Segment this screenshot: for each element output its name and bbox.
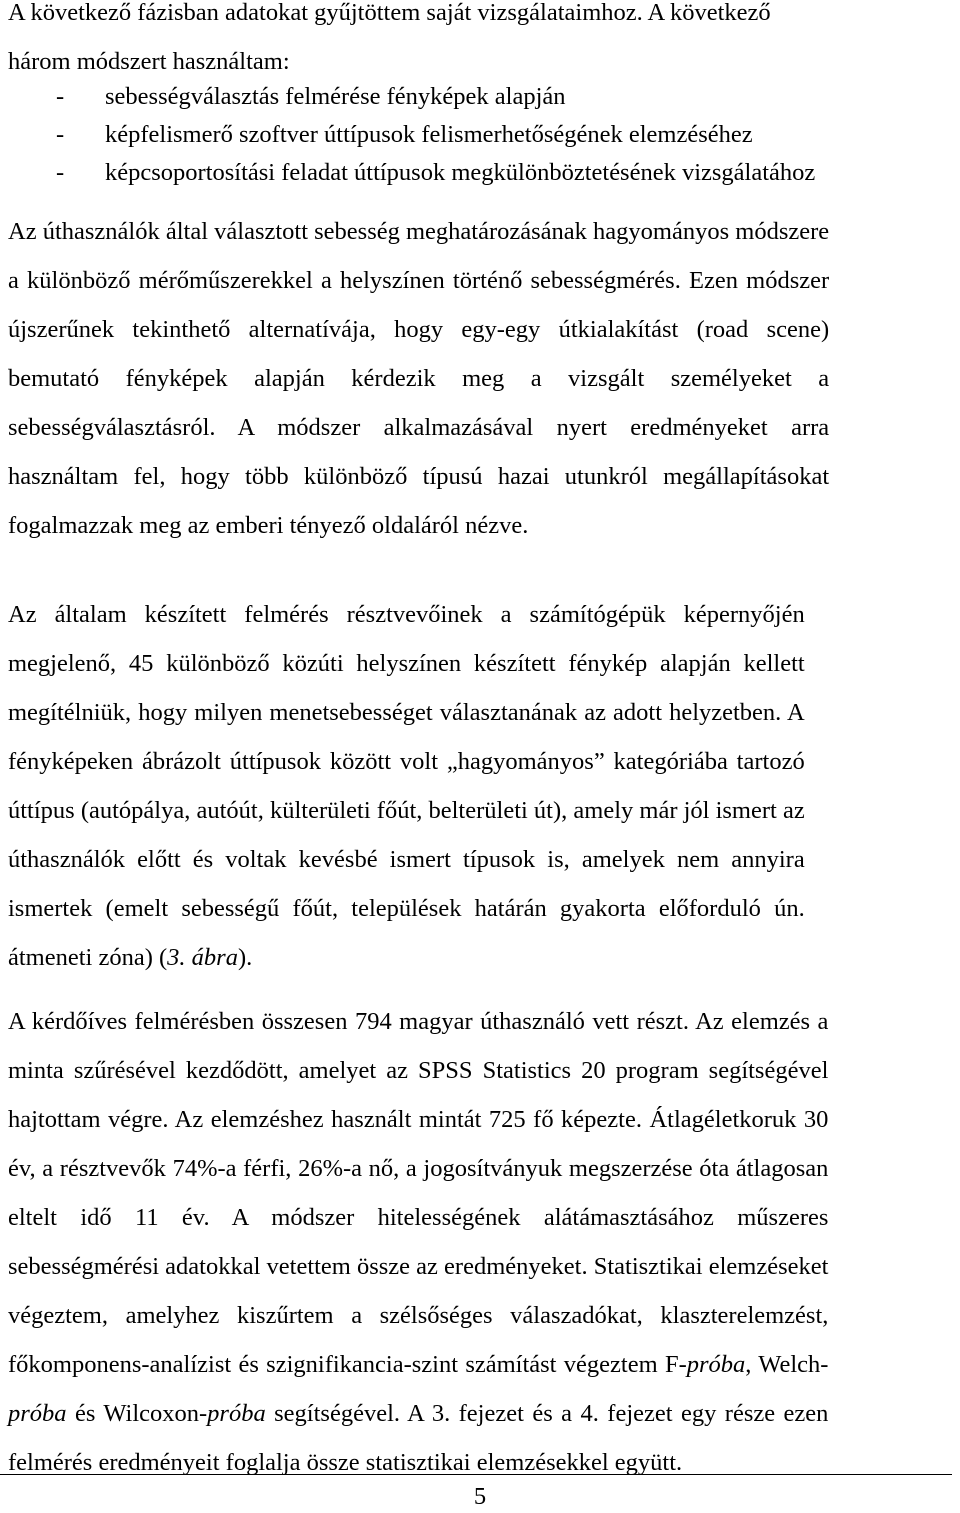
text-line: A kérdőíves felmérésben összesen 794 magyar úthasználó vett részt. Az elemzés a	[8, 1008, 829, 1035]
paragraph-results	[8, 997, 828, 1487]
text-line: sebességmérési adatokkal vetettem össze az eredményeket. Statisztikai elemzéseket	[8, 1253, 829, 1280]
text-segment: és Wilcoxon-	[66, 1400, 208, 1427]
intro-paragraph	[8, 0, 771, 86]
page-number: 5	[473, 1483, 487, 1510]
text-line: év, a résztvevők 74%-a férfi, 26%-a nő, a jogosítványuk megszerzése óta átlagosan	[8, 1155, 829, 1182]
text-line: újszerűnek tekinthető alternatívája, hogy egy-egy útkialakítást (road scene)	[8, 316, 830, 343]
text-line: megjelenő, 45 különböző közúti helyszínen készített fénykép alapján kellett	[8, 650, 805, 677]
list-item	[8, 78, 815, 116]
text-line	[8, 933, 805, 982]
text-line: úthasználók előtt és voltak kevésbé ismert típusok is, amelyek nem annyira	[8, 846, 805, 873]
list-dash: -	[56, 159, 65, 186]
list-item-text: képfelismerő szoftver úttípusok felismerhetőségének elemzéséhez	[105, 121, 753, 148]
text-segment: segítségével. A 3. fejezet és a 4. fejezet egy része ezen	[265, 1400, 829, 1427]
text-segment: átmeneti zóna) (	[8, 944, 168, 971]
text-line: használtam fel, hogy több különböző típusú hazai utunkról megállapításokat	[8, 463, 830, 490]
text-line	[8, 1340, 828, 1389]
text-line: A következő fázisban adatokat gyűjtöttem saját vizsgálataimhoz. A következő	[8, 0, 771, 26]
text-line	[8, 1389, 828, 1438]
paragraph-survey	[8, 590, 805, 982]
italic-term: próba	[8, 1400, 67, 1427]
list-item	[8, 116, 815, 154]
list-dash: -	[56, 121, 65, 148]
text-line: hajtottam végre. Az elemzéshez használt mintát 725 fő képezte. Átlagéletkoruk 30	[8, 1106, 829, 1133]
paragraph-speed-method	[8, 207, 829, 550]
text-line: minta szűrésével kezdődött, amelyet az SPSS Statistics 20 program segítségével	[8, 1057, 829, 1084]
list-item-text: sebességválasztás felmérése fényképek alapján	[105, 83, 566, 110]
italic-term: próba	[207, 1400, 266, 1427]
list-item-text: képcsoportosítási feladat úttípusok megkülönböztetésének vizsgálatához	[105, 159, 816, 186]
footer-divider	[0, 1474, 952, 1475]
text-line: úttípus (autópálya, autóút, külterületi főút, belterületi út), amely már jól ismert az	[8, 797, 805, 824]
method-list	[8, 78, 815, 192]
text-line: Az úthasználók által választott sebesség meghatározásának hagyományos módszere	[8, 218, 830, 245]
text-line: sebességválasztásról. A módszer alkalmazásával nyert eredményeket arra	[8, 414, 830, 441]
list-item	[8, 154, 815, 192]
text-line: ismertek (emelt sebességű főút, települések határán gyakorta előforduló ún.	[8, 895, 805, 922]
text-line: eltelt idő 11 év. A módszer hitelességének alátámasztásához műszeres	[8, 1204, 829, 1231]
text-line: a különböző mérőműszerekkel a helyszínen történő sebességmérés. Ezen módszer	[8, 267, 830, 294]
text-line: fényképeken ábrázolt úttípusok között volt „hagyományos” kategóriába tartozó	[8, 748, 805, 775]
text-line: fogalmazzak meg az emberi tényező oldaláról nézve.	[8, 512, 529, 539]
text-line: végeztem, amelyhez kiszűrtem a szélsőséges válaszadókat, klaszterelemzést,	[8, 1302, 829, 1329]
list-dash: -	[56, 83, 65, 110]
text-line: Az általam készített felmérés résztvevőinek a számítógépük képernyőjén	[8, 601, 805, 628]
text-line: bemutató fényképek alapján kérdezik meg a vizsgált személyeket a	[8, 365, 830, 392]
text-line: felmérés eredményeit foglalja össze statisztikai elemzésekkel együtt.	[8, 1449, 683, 1476]
italic-term: próba	[686, 1351, 746, 1378]
text-segment: , Welch-	[745, 1351, 829, 1378]
text-segment: főkomponens-analízist és szignifikancia-szint számítást végeztem F-	[8, 1351, 687, 1378]
text-segment: ).	[237, 944, 253, 971]
text-line: megítélniük, hogy milyen menetsebességet választanának az adott helyzetben. A	[8, 699, 805, 726]
figure-reference: 3. ábra	[167, 944, 238, 971]
text-line: három módszert használtam:	[8, 48, 290, 75]
